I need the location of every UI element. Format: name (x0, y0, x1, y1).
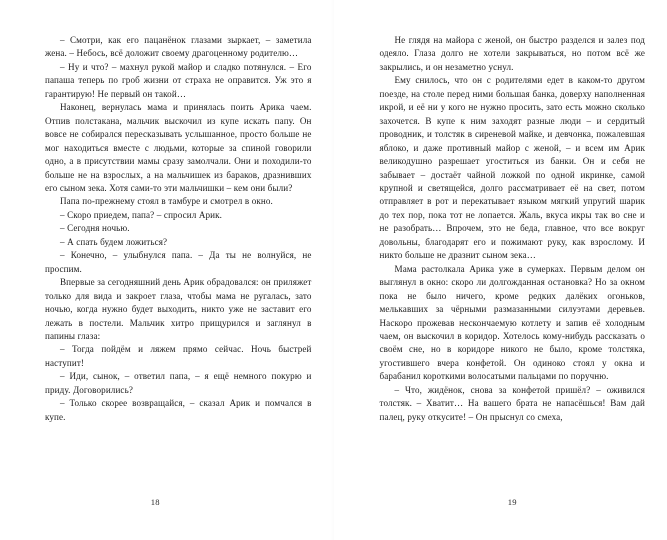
page-number-left: 18 (150, 497, 160, 507)
right-page-text-block (380, 34, 646, 424)
paragraph: – Конечно, – улыбнулся папа. – Да ты не волнуйся, не проспим. (45, 250, 312, 274)
paragraph: Наконец, вернулась мама и принялась поить Арика чаем. Отпив полстакана, мальчик выскочил из купе искать папу. Он вовсе не собирался пересказывать услышанное, просто больше не мог находиться вместе с людьми, которые за спиной говорили одно, а в присутствии мамы сразу замолчали. Они и походили-то больше не на взрослых, а на мальчишек из бараков, дразнивших его сыном зека. Хотя сами-то эти мальчишки – кем они были? (45, 102, 312, 193)
paragraph: – Что, жидёнок, снова за конфетой пришёл? – оживился толстяк. – Хватит… На вашего брата не напасёшься! Вам дай палец, руку откусите! – Он прыснул со смеха, (379, 384, 645, 422)
paragraph: – Только скорее возвращайся, – сказал Арик и помчался в купе. (45, 398, 312, 422)
paragraph: Впервые за сегодняшний день Арик обрадовался: он приляжет только для вида и закроет глаза, чтобы мама не ругалась, зато ночью, когда нужно будет выходить, никто уже не заставит его лежать в постели. Мальчик хитро прищурился и заглянул в папины глаза: (45, 277, 312, 341)
page-number-right: 19 (507, 497, 517, 507)
paragraph: Папа по-прежнему стоял в тамбуре и смотрел в окно. (60, 196, 273, 207)
paragraph: – Сегодня ночью. (60, 223, 130, 234)
paragraph: – Смотри, как его пацанёнок глазами зыркает, – заметила жена. – Небось, всё доложит своему драгоценному родителю… (45, 35, 312, 59)
paragraph: – Иди, сынок, – ответил папа, – я ещё немного покурю и приду. Договорились? (45, 371, 312, 395)
paragraph: – Ну и что? – махнул рукой майор и сладко потянулся. – Его папаша теперь по гроб жизни от страха не оправится. Уж это я гарантирую! Не первый он такой… (45, 61, 312, 99)
paragraph: – А спать будем ложиться? (60, 236, 168, 247)
right-page (334, 0, 667, 540)
paragraph: – Скоро приедем, папа? – спросил Арик. (60, 209, 223, 220)
left-page-text-block (45, 34, 312, 424)
paragraph: – Тогда пойдём и ляжем прямо сейчас. Ночь быстрей наступит! (45, 344, 312, 368)
paragraph: Не глядя на майора с женой, он быстро разделся и залез под одеяло. Глаза долго не хотели закрываться, но потом всё же закрылись, и он незаметно уснул. (379, 35, 645, 72)
paragraph: Мама растолкала Арика уже в сумерках. Первым делом он выглянул в окно: скоро ли долгожданная остановка? Но за окном пока не было ничего, кроме редких далёких огоньков, мелькавших за чёрными размазанными силуэтами деревьев. Наскоро прожевав нескончаемую котлету и запив её холодным чаем, он выскочил в коридор. Хотелось кому-нибудь рассказать о своём сне, но в коридоре никого не было, кроме толстяка, угостившего вчера конфетой. Он одиноко стоял у окна и барабанил короткими волосатыми пальцами по поручню. (379, 263, 645, 382)
paragraph: Ему снилось, что он с родителями едет в каком-то другом поезде, на столе перед ними большая банка, доверху наполненная икрой, и её ни у кого не нужно просить, зато есть можно сколько захочется. В купе к ним заходят разные люди – и сердитый проводник, и толстяк в сиреневой майке, и девчонка, пожалевшая яблоко, и даже противный майор с женой, – и всем им Арик великодушно разрешает угоститься из банки. Он и себя не забывает – достаёт чайной ложкой по одной икринке, самой крупной и светящейся, долго рассматривает её на свет, потом отправляет в рот и перекатывает языком мягкий упругий шарик до тех пор, пока тот не лопается. Жаль, вкуса икры так во сне и не разобрать… Впрочем, это не беда, главное, что все вокруг довольны, благодарят его и пожимают руку, как взрослому. И никто больше не дразнит сыном зека… (379, 75, 645, 261)
